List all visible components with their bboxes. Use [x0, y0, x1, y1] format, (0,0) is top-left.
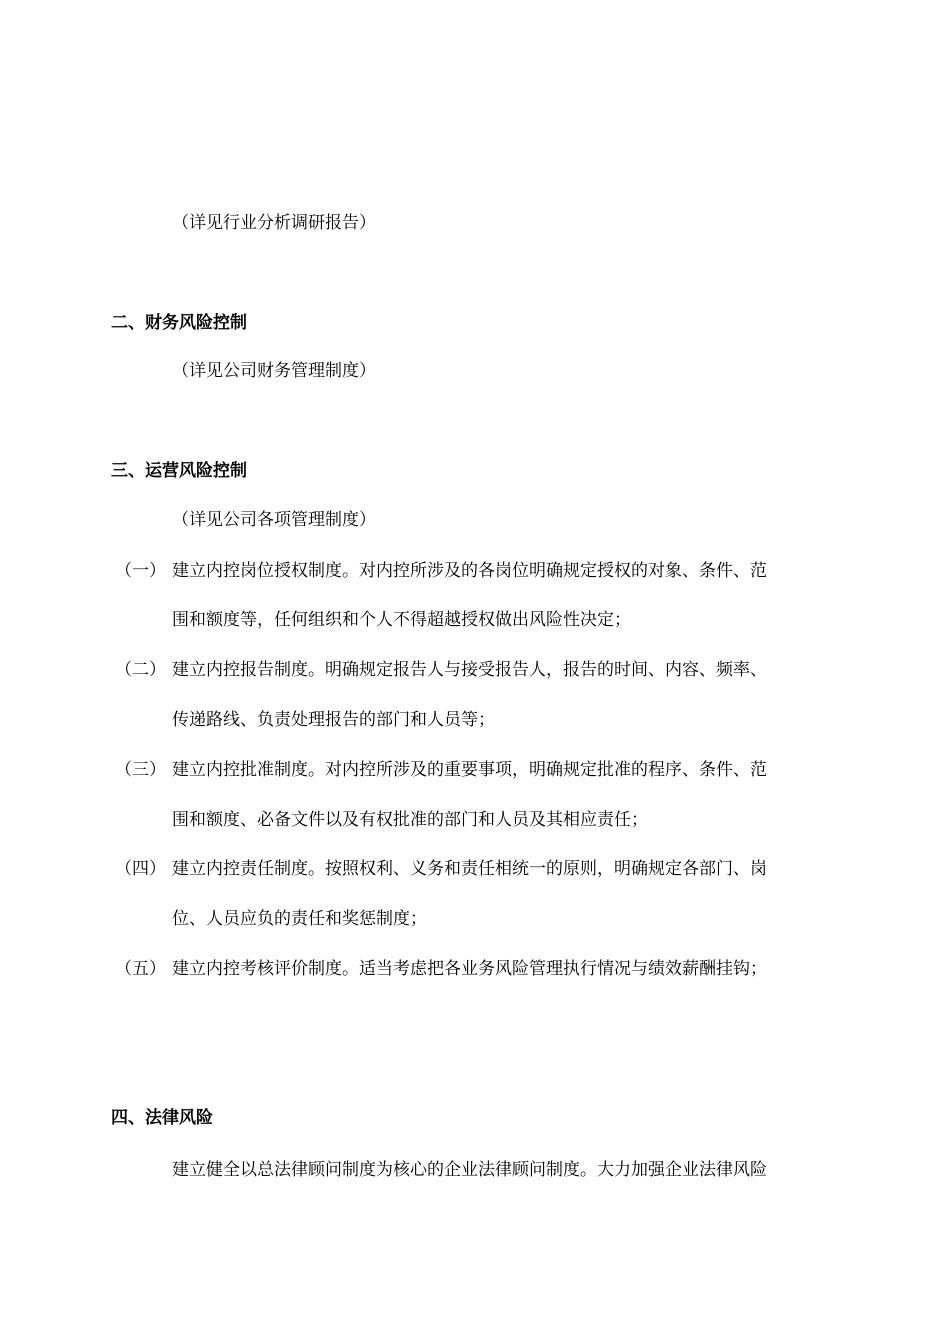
item-number-4: （四）	[115, 859, 166, 879]
item-text-3: 建立内控批准制度。对内控所涉及的重要事项，明确规定批准的程序、条件、范	[172, 760, 767, 780]
item-text-5: 建立内控考核评价制度。适当考虑把各业务风险管理执行情况与绩效薪酬挂钩；	[172, 959, 767, 979]
item-text-2-continued: 传递路线、负责处理报告的部门和人员等；	[172, 710, 495, 730]
item-number-3: （三）	[115, 760, 166, 780]
item-text-4-continued: 位、人员应负的责任和奖惩制度；	[172, 909, 427, 929]
financial-policy-reference: （详见公司财务管理制度）	[172, 361, 376, 381]
item-text-3-continued: 围和额度、必备文件以及有权批准的部门和人员及其相应责任；	[172, 810, 648, 830]
management-policy-reference: （详见公司各项管理制度）	[172, 510, 376, 530]
industry-report-reference: （详见行业分析调研报告）	[172, 213, 376, 233]
section-heading-financial-risk: 二、财务风险控制	[111, 313, 247, 333]
item-text-1-continued: 围和额度等，任何组织和个人不得超越授权做出风险性决定；	[172, 610, 631, 630]
item-number-2: （二）	[115, 660, 166, 680]
item-text-4: 建立内控责任制度。按照权利、义务和责任相统一的原则，明确规定各部门、岗	[172, 859, 767, 879]
section-heading-legal-risk: 四、法律风险	[111, 1108, 213, 1128]
item-number-1: （一）	[115, 561, 166, 581]
item-text-2: 建立内控报告制度。明确规定报告人与接受报告人，报告的时间、内容、频率、	[172, 660, 767, 680]
legal-risk-paragraph: 建立健全以总法律顾问制度为核心的企业法律顾问制度。大力加强企业法律风险	[172, 1160, 767, 1180]
item-number-5: （五）	[115, 959, 166, 979]
section-heading-operational-risk: 三、运营风险控制	[111, 461, 247, 481]
item-text-1: 建立内控岗位授权制度。对内控所涉及的各岗位明确规定授权的对象、条件、范	[172, 561, 767, 581]
